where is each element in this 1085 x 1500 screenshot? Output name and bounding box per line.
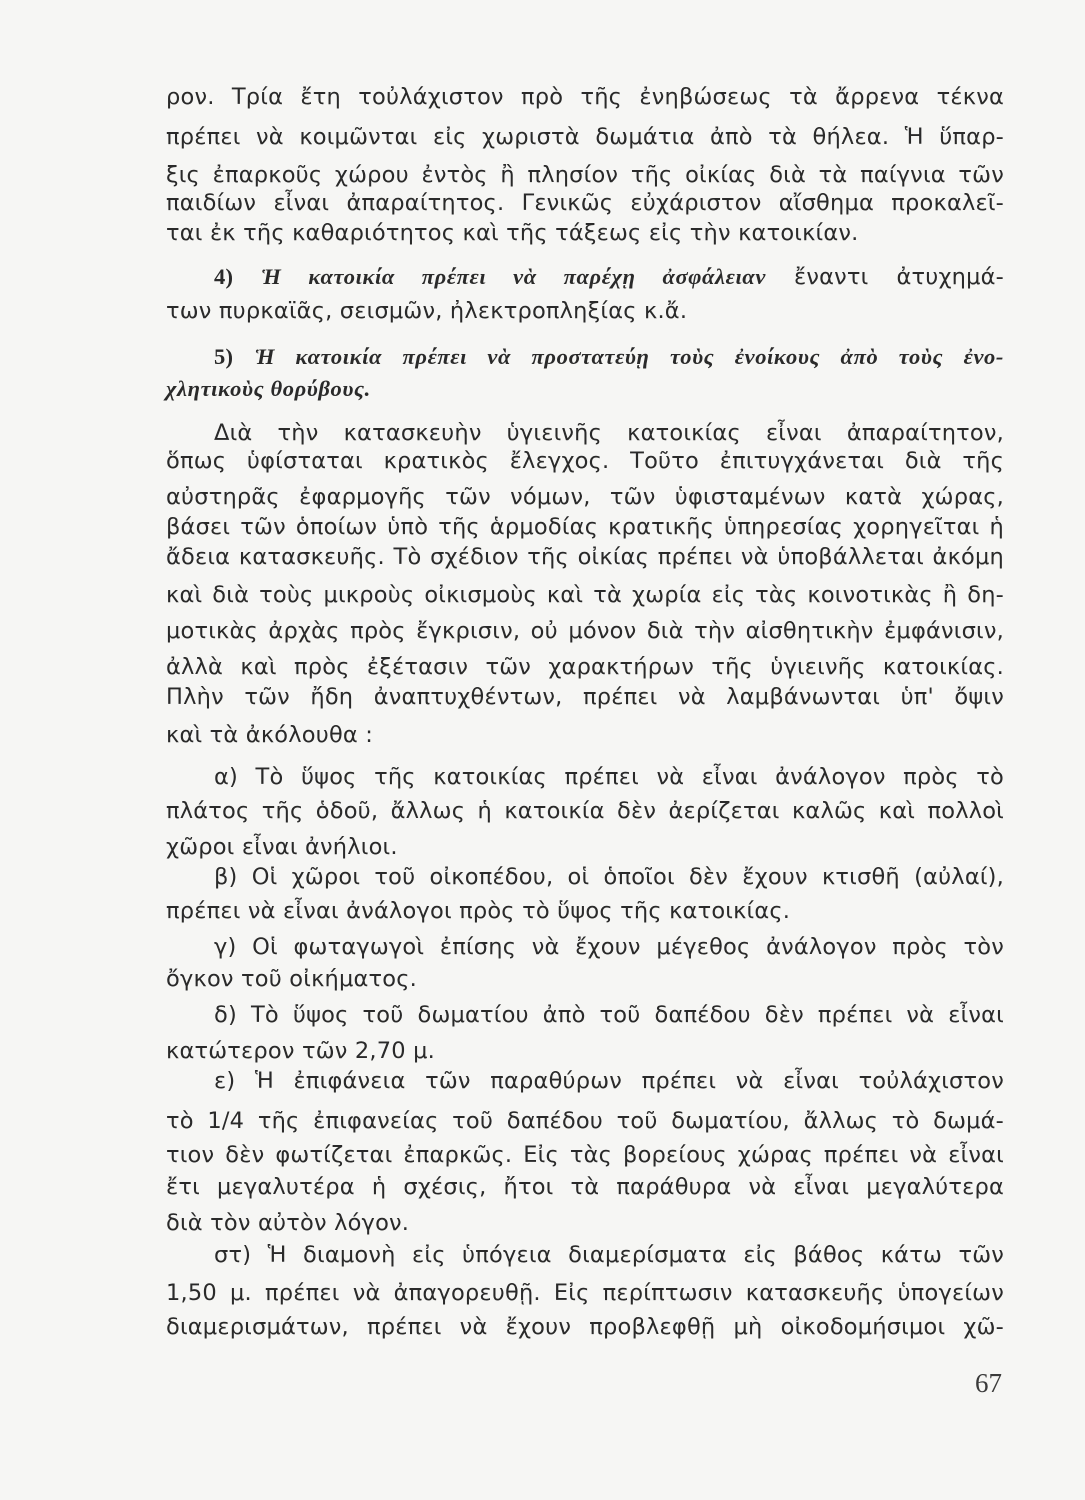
item-4-rest: ἔναντι ἀτυχημά- xyxy=(793,264,1004,290)
item-4-number: 4) xyxy=(214,264,234,289)
list-item-gamma: γ) Οἱ φωταγωγοὶ ἐπίσης νὰ ἔχουν μέγεθος ἀνάλογον πρὸς τὸν xyxy=(214,934,1004,960)
text-line: ἄδεια κατασκευῆς. Τὸ σχέδιον τῆς οἰκίας πρέπει νὰ ὑποβάλλεται ἀκόμη xyxy=(166,544,1004,570)
text-line: διὰ τὸν αὐτὸν λόγον. xyxy=(166,1210,410,1236)
text-line: ὄγκον τοῦ οἰκήματος. xyxy=(166,966,418,992)
item-4-heading: Ἡ κατοικία πρέπει νὰ παρέχῃ ἀσφάλειαν xyxy=(261,264,766,289)
text-line: αὐστηρᾶς ἐφαρμογῆς τῶν νόμων, τῶν ὑφισταμένων κατὰ χώρας, xyxy=(166,484,1004,510)
text-line: τὸ 1/4 τῆς ἐπιφανείας τοῦ δαπέδου τοῦ δωματίου, ἄλλως τὸ δωμά- xyxy=(166,1108,1004,1134)
text-line: Πλὴν τῶν ἤδη ἀναπτυχθέντων, πρέπει νὰ λαμβάνωνται ὑπ' ὄψιν xyxy=(166,684,1004,710)
text-line: διαμερισμάτων, πρέπει νὰ ἔχουν προβλεφθῇ μὴ οἰκοδομήσιμοι χῶ- xyxy=(166,1314,1004,1340)
page-number: 67 xyxy=(975,1368,1002,1398)
list-item-alpha: α) Τὸ ὕψος τῆς κατοικίας πρέπει νὰ εἶναι ἀνάλογον πρὸς τὸ xyxy=(214,764,1004,790)
text-line: ὅπως ὑφίσταται κρατικὸς ἔλεγχος. Τοῦτο ἐπιτυγχάνεται διὰ τῆς xyxy=(166,448,1004,474)
text-line: ρον. Τρία ἔτη τοὐλάχιστον πρὸ τῆς ἐνηβώσεως τὰ ἄρρενα τέκνα xyxy=(166,84,1004,110)
text-line: βάσει τῶν ὁποίων ὑπὸ τῆς ἁρμοδίας κρατικῆς ὑπηρεσίας χορηγεῖται ἡ xyxy=(166,514,1004,540)
text-line: πρέπει νὰ εἶναι ἀνάλογοι πρὸς τὸ ὕψος τῆς κατοικίας. xyxy=(166,898,791,924)
item-4-line xyxy=(214,262,1004,292)
item-5-line xyxy=(214,342,1004,372)
text-line: ται ἐκ τῆς καθαριότητος καὶ τῆς τάξεως εἰς τὴν κατοικίαν. xyxy=(166,220,859,246)
text-line: τιον δὲν φωτίζεται ἐπαρκῶς. Εἰς τὰς βορείους χώρας πρέπει νὰ εἶναι xyxy=(166,1142,1004,1168)
list-item-delta: δ) Τὸ ὕψος τοῦ δωματίου ἀπὸ τοῦ δαπέδου δὲν πρέπει νὰ εἶναι xyxy=(214,1002,1004,1028)
text-line: χῶροι εἶναι ἀνήλιοι. xyxy=(166,834,398,860)
text-line: ξις ἐπαρκοῦς χώρου ἐντὸς ἢ πλησίον τῆς οἰκίας διὰ τὰ παίγνια τῶν xyxy=(166,162,1004,188)
list-item-beta: β) Οἱ χῶροι τοῦ οἰκοπέδου, οἱ ὁποῖοι δὲν ἔχουν κτισθῆ (αὐλαί), xyxy=(214,864,1004,890)
list-item-stigma: στ) Ἡ διαμονὴ εἰς ὑπόγεια διαμερίσματα εἰς βάθος κάτω τῶν xyxy=(214,1242,1004,1268)
text-line: πρέπει νὰ κοιμῶνται εἰς χωριστὰ δωμάτια ἀπὸ τὰ θήλεα. Ἡ ὕπαρ- xyxy=(166,124,1004,150)
list-item-epsilon: ε) Ἡ ἐπιφάνεια τῶν παραθύρων πρέπει νὰ εἶναι τοὐλάχιστον xyxy=(214,1068,1004,1094)
text-line: Διὰ τὴν κατασκευὴν ὑγιεινῆς κατοικίας εἶναι ἀπαραίτητον, xyxy=(214,420,1004,446)
text-line: ἔτι μεγαλυτέρα ἡ σχέσις, ἤτοι τὰ παράθυρα νὰ εἶναι μεγαλύτερα xyxy=(166,1174,1004,1200)
text-line: ἀλλὰ καὶ πρὸς ἐξέτασιν τῶν χαρακτήρων τῆς ὑγιεινῆς κατοικίας. xyxy=(166,654,1004,680)
text-line: παιδίων εἶναι ἀπαραίτητος. Γενικῶς εὐχάριστον αἴσθημα προκαλεῖ- xyxy=(166,190,1004,216)
item-5-number: 5) xyxy=(214,344,234,369)
item-5-heading-continued: χλητικοὺς θορύβους. xyxy=(166,376,371,401)
text-line: πλάτος τῆς ὁδοῦ, ἄλλως ἡ κατοικία δὲν ἀερίζεται καλῶς καὶ πολλοὶ xyxy=(166,798,1004,824)
item-5-heading: Ἡ κατοικία πρέπει νὰ προστατεύῃ τοὺς ἐνοίκους ἀπὸ τοὺς ἐνο- xyxy=(254,344,1004,369)
text-line: των πυρκαϊᾶς, σεισμῶν, ἠλεκτροπληξίας κ.ἄ. xyxy=(166,298,688,324)
text-line: καὶ διὰ τοὺς μικροὺς οἰκισμοὺς καὶ τὰ χωρία εἰς τὰς κοινοτικὰς ἢ δη- xyxy=(166,582,1004,608)
text-line: μοτικὰς ἀρχὰς πρὸς ἔγκρισιν, οὐ μόνον διὰ τὴν αἰσθητικὴν ἐμφάνισιν, xyxy=(166,618,1004,644)
text-line: κατώτερον τῶν 2,70 μ. xyxy=(166,1038,435,1064)
text-line: 1,50 μ. πρέπει νὰ ἀπαγορευθῇ. Εἰς περίπτωσιν κατασκευῆς ὑπογείων xyxy=(166,1280,1004,1306)
text-line: καὶ τὰ ἀκόλουθα : xyxy=(166,722,374,748)
